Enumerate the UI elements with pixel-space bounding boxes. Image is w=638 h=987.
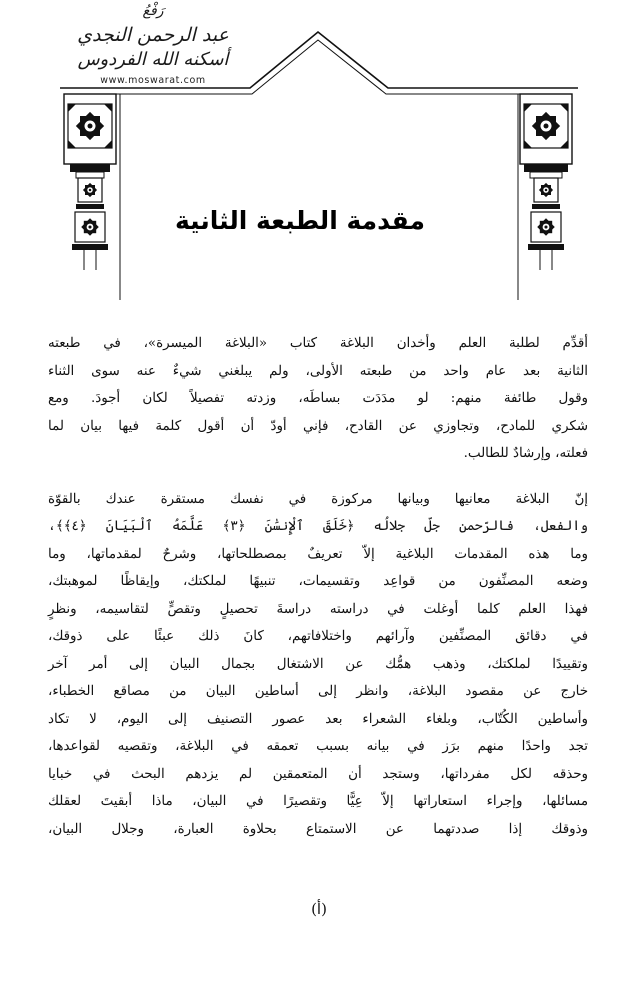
section-heading: مقدمة الطبعة الثانية xyxy=(174,206,426,235)
body-text xyxy=(48,330,588,843)
text-line: إنّ البلاغة معانيها وبيانها مركوزة في نفسك مستقرة عندك بالقوّة xyxy=(48,491,588,507)
text-line: خارج عن مقصود البلاغة، وانظر إلى أساطين البيان من مصاقع الخطباء، xyxy=(48,684,588,699)
left-pillar xyxy=(64,94,116,270)
text-line: شكري للمادح، وتجاوزي عن القادح، فإني أودّ أن أقول كلمة فيها بيان لما xyxy=(48,418,588,434)
text-line: الثانية بعد عام واحد من طبعته الأولى، ولم يبلغني شيءٌ عنه سوى الثناء xyxy=(48,363,588,379)
text-line: والفعل، فالرّحمن جلّ جلالُه ﴿خَلَقَ ٱلْإِنسَٰنَ ﴿٣﴾ عَلَّمَهُ ٱلْبَيَانَ ﴿٤﴾﴾، xyxy=(48,519,588,534)
paragraph-2 xyxy=(48,486,588,844)
page-number: (أ) xyxy=(311,900,327,918)
right-pillar xyxy=(520,94,572,270)
text-line: وتقييدًا لملكتك، وذهب همُّك عن الاشتغال بجمال البيان إلى أمر آخر xyxy=(48,656,588,672)
text-line: وأساطين الكُتّاب، وبلغاء الشعراء بعد عصور التصنيف إلى اليوم، لا تكاد xyxy=(48,711,588,727)
text-line: وذوقك إذا صددتهما عن الاستمتاع بحلاوة العبارة، وجلال البيان، xyxy=(48,821,588,837)
text-line: فهذا العلم كلما أوغلت في دراسته دراسةَ تحصيلٍ وتقصٍّ لتقاسيمه، ونظرٍ xyxy=(48,601,588,617)
text-line: مسائلها، وإجراء استعاراتها إلاّ عِيًّا وتقصيرًا في البيان، ماذا أبقيتَ لعقلك xyxy=(48,794,588,809)
text-line: تجد واحدًا منهم برَز في بيانه بسبب تعمقه في البلاغة، وتقصيه لقواعدها، xyxy=(48,739,588,754)
decorative-arch-frame xyxy=(0,0,638,330)
paragraph-1 xyxy=(48,330,588,468)
text-line: وقول طائفة منهم: لو مدَدَت بساطَه، وزدته تفصيلاً لكان أجودَ. ومع xyxy=(48,391,588,406)
text-line: في دقائق المصنِّفين وآرائهم واختلافاتهم، كانَ ذلك عبئًا على ذوقك، xyxy=(48,629,588,644)
stamp-line-3: أسكنه الله الفردوس xyxy=(77,49,229,70)
text-line: وضعه المصنِّفون من قواعِد وتقسيمات، تنبيهًا لملكتك، وإيقاظًا لموهبتك، xyxy=(48,574,588,589)
stamp-line-2: عبد الرحمن النجدي xyxy=(77,24,229,46)
stamp-line-1: رَفْعُ xyxy=(142,3,164,19)
stamp-url: www.moswarat.com xyxy=(100,75,206,86)
text-line: وما هذه المقدمات البلاغية إلاّ تعريفٌ بمصطلحاتها، وشرحٌ لمقدماتها، وما xyxy=(48,546,588,562)
text-line: وحذقه لكل مفرداتها، وستجد أن المتعمقين لم يزدهم البحث في خبايا xyxy=(48,766,588,782)
text-line: فعلته، وإرشادٌ للطالب. xyxy=(463,446,588,461)
text-line: أقدِّم لطلبة العلم وأخدان البلاغة كتاب «البلاغة الميسرة»، في طبعته xyxy=(48,336,588,351)
